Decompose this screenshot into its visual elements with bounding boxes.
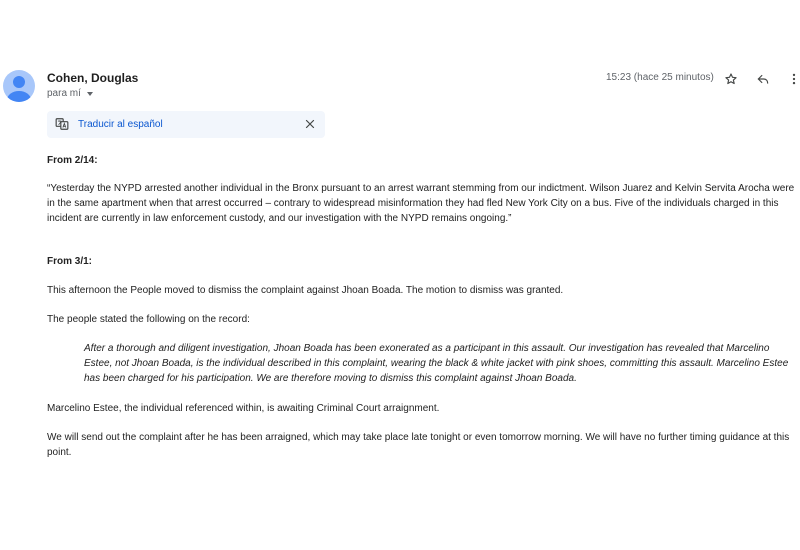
record-statement-quote: After a thorough and diligent investigation, Jhoan Boada has been exonerated as a participant in this assault. Our investigation has revealed that Marcelino Estee, not Jhoan Boada, is the individual described in this complaint, wearing the black & white jacket with pink shoes, committing this assault. Marcelino Estee has been charged for his participation. We are therefore moving to dismiss this complaint against Jhoan Boada. [84,343,789,384]
reply-button[interactable] [754,70,772,88]
close-icon[interactable] [304,118,316,130]
record-intro-paragraph: The people stated the following on the record: [47,314,250,325]
sender-name[interactable]: Cohen, Douglas [47,71,139,85]
caret-down-icon [87,92,93,96]
recipient-details-toggle[interactable] [47,88,93,99]
more-options-button[interactable] [785,70,800,88]
email-timestamp: 15:23 (hace 25 minutos) [606,72,714,83]
press-statement-quote: “Yesterday the NYPD arrested another individual in the Bronx pursuant to an arrest warrant stemming from our indictment. Wilson Juarez and Kelvin Servita Arocha were in the same apartment when that arrest occurred – contrary to widespread misinformation they had fled New York City on a bus. Five of the individuals charged in this incident are currently in law enforcement custody, and our investigation with the NYPD remains ongoing.” [47,183,795,224]
reply-icon [756,72,770,86]
sender-avatar[interactable] [3,70,35,102]
email-header [0,0,800,110]
dismissal-paragraph: This afternoon the People moved to dismiss the complaint against Jhoan Boada. The motion to dismiss was granted. [47,285,564,296]
email-body [47,153,797,460]
section-heading-3-1: From 3/1: [47,256,93,267]
translate-icon [55,117,69,131]
translate-link[interactable]: Traducir al español [78,119,163,130]
person-icon [13,76,25,88]
complaint-timing-paragraph: We will send out the complaint after he has been arraigned, which may take place late tonight or even tomorrow morning. We will have no further timing guidance at this point. [47,432,790,458]
section-heading-2-14: From 2/14: [47,155,98,166]
recipient-label: para mí [47,88,81,99]
translate-bar [47,111,325,138]
star-icon [724,72,738,86]
star-button[interactable] [722,70,740,88]
more-vert-icon [787,72,800,86]
arraignment-paragraph: Marcelino Estee, the individual referenced within, is awaiting Criminal Court arraignment. [47,403,440,414]
